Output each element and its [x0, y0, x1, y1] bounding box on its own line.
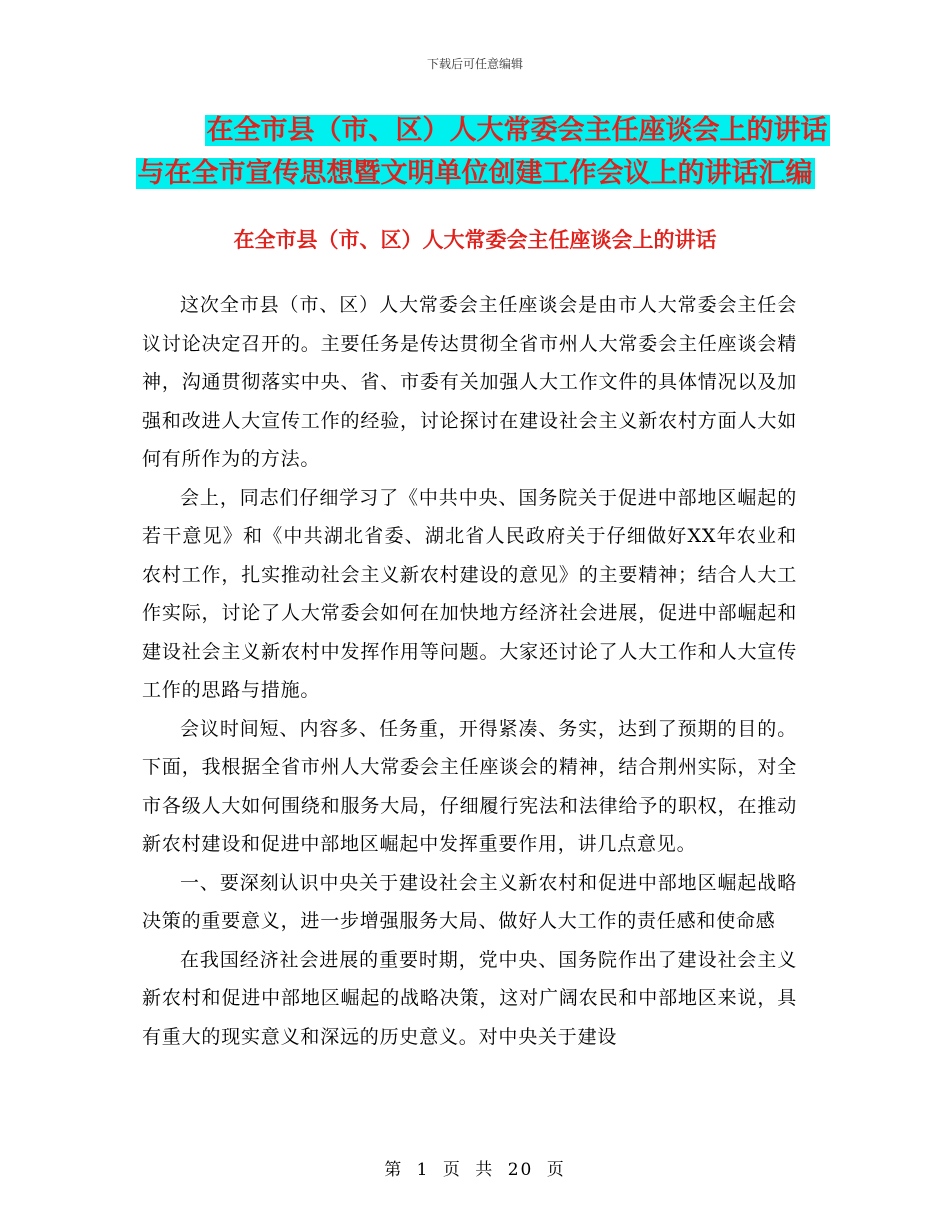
- body-content: [142, 286, 797, 1056]
- document-title-line-2: [0, 155, 950, 193]
- document-title-line-1: [42, 112, 950, 150]
- paragraph: 这次全市县（市、区）人大常委会主任座谈会是由市人大常委会主任会议讨论决定召开的。主要任务是传达贯彻全省市州人大常委会主任座谈会精神，沟通贯彻落实中央、省、市委有关加强人大工作文件的具体情况以及加强和改进人大宣传工作的经验，讨论探讨在建设社会主义新农村方面人大如何有所作为的方法。: [142, 294, 797, 470]
- paragraph: 会议时间短、内容多、任务重，开得紧凑、务实，达到了预期的目的。下面，我根据全省市州人大常委会主任座谈会的精神，结合荆州实际，对全市各级人大如何围绕和服务大局，仔细履行宪法和法律给予的职权，在推动新农村建设和促进中部地区崛起中发挥重要作用，讲几点意见。: [142, 717, 797, 855]
- page-footer: 第 1 页 共 20 页: [384, 1160, 566, 1180]
- document-title-line-2-text: 与在全市宣传思想暨文明单位创建工作会议上的讲话汇编: [137, 158, 813, 189]
- paragraph: 在我国经济社会进展的重要时期，党中央、国务院作出了建设社会主义新农村和促进中部地区崛起的战略决策，这对广阔农民和中部地区来说，具有重大的现实意义和深远的历史意义。对中央关于建设: [142, 948, 797, 1048]
- document-title-line-1-text: 在全市县（市、区）人大常委会主任座谈会上的讲话: [206, 115, 828, 146]
- paragraph: 会上，同志们仔细学习了《中共中央、国务院关于促进中部地区崛起的若干意见》和《中共湖北省委、湖北省人民政府关于仔细做好XX年农业和农村工作，扎实推动社会主义新农村建设的意见》的主要精神；结合人大工作实际，讨论了人大常委会如何在加快地方经济社会进展，促进中部崛起和建设社会主义新农村中发挥作用等问题。大家还讨论了人大工作和人大宣传工作的思路与措施。: [142, 486, 797, 701]
- paragraph: 一、要深刻认识中央关于建设社会主义新农村和促进中部地区崛起战略决策的重要意义，进一步增强服务大局、做好人大工作的责任感和使命感: [142, 871, 797, 932]
- header-note: 下载后可任意编辑: [426, 57, 523, 71]
- section-title: 在全市县（市、区）人大常委会主任座谈会上的讲话: [233, 228, 717, 252]
